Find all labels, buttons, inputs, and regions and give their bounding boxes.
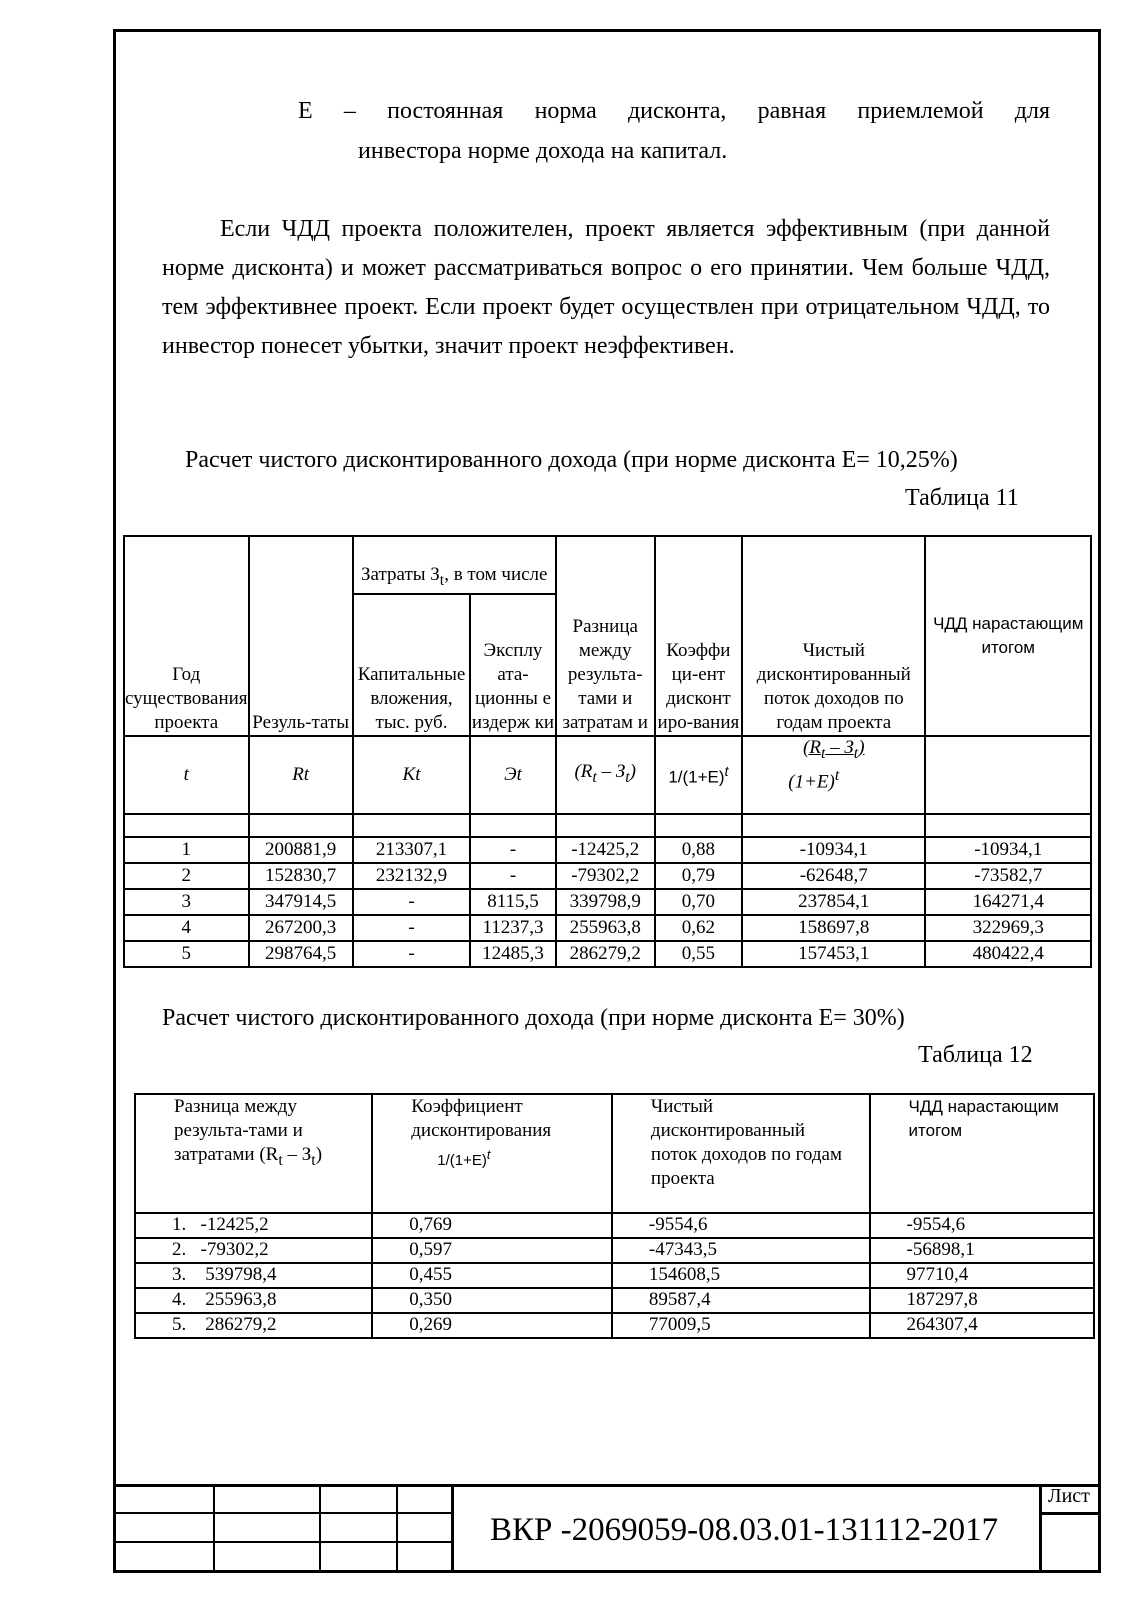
header-difference: Разница между результа-тами и затратам и: [556, 536, 655, 736]
t12-header-difference: Разница между результа-тами и затратами $(R_t - З_t)$: [135, 1094, 372, 1213]
table-row: 5 298764,5 - 12485,3 286279,2 0,55 157453,1 480422,4: [124, 941, 1091, 967]
definition-line-1: Е – постоянная норма дисконта, равная приемлемой для: [298, 98, 1050, 124]
table12-label: Таблица 12: [918, 1042, 1033, 1068]
header-results: Резуль-таты: [249, 536, 353, 736]
definition-line-2: инвестора норме дохода на капитал.: [358, 138, 728, 164]
symbol-difference: $(R_t - З_t)$: [556, 736, 655, 814]
table-row: 2 152830,7 232132,9 - -79302,2 0,79 -62648,7 -73582,7: [124, 863, 1091, 889]
symbol-coefficient: $1/(1+E)^t$: [655, 736, 742, 814]
table-row: 3. 539798,4 0,455 154608,5 97710,4: [135, 1263, 1094, 1288]
symbol-rt: Rt: [249, 736, 353, 814]
table-row: 3 347914,5 - 8115,5 339798,9 0,70 237854,1 164271,4: [124, 889, 1091, 915]
header-net-flow: Чистый дисконтированный поток доходов по годам проекта: [742, 536, 925, 736]
header-npv-cumulative: ЧДД нарастающим итогом: [925, 536, 1091, 736]
table-row: 4 267200,3 - 11237,3 255963,8 0,62 158697,8 322969,3: [124, 915, 1091, 941]
sheet-label: Лист: [1048, 1485, 1090, 1507]
table11-label: Таблица 11: [905, 485, 1019, 511]
table-row: 1 200881,9 213307,1 - -12425,2 0,88 -10934,1 -10934,1: [124, 837, 1091, 863]
header-year: Год существования проекта: [124, 536, 249, 736]
symbol-empty: [925, 736, 1091, 814]
table11-title: Расчет чистого дисконтированного дохода (при норме дисконта Е= 10,25%): [185, 447, 958, 473]
document-code: ВКР -2069059-08.03.01-131112-2017: [490, 1512, 999, 1548]
table-row: 2. -79302,2 0,597 -47343,5 -56898,1: [135, 1238, 1094, 1263]
table-row: 4. 255963,8 0,350 89587,4 187297,8: [135, 1288, 1094, 1313]
t12-header-coefficient: Коэффициент дисконтирования $1/(1+E)^t$: [372, 1094, 612, 1213]
table12-title: Расчет чистого дисконтированного дохода (при норме дисконта Е= 30%): [162, 1005, 905, 1031]
header-coefficient: Коэффи ци-ент дисконт иро-вания: [655, 536, 742, 736]
symbol-t: t: [124, 736, 249, 814]
symbol-net-flow: $(R_t - З_t)$ $(1+E)^t$: [742, 736, 925, 814]
table-11: [123, 535, 1092, 968]
t12-header-net-flow: Чистый дисконтированный поток доходов по годам проекта: [612, 1094, 870, 1213]
symbol-kt: Kt: [353, 736, 471, 814]
table-12: [134, 1093, 1095, 1339]
table-row: 1. -12425,2 0,769 -9554,6 -9554,6: [135, 1213, 1094, 1238]
header-costs-group: Затраты $З_t$, в том числе: [353, 536, 556, 594]
header-operating: Эксплу ата-ционны е издерж ки: [470, 594, 556, 736]
header-capital: Капитальные вложения, тыс. руб.: [353, 594, 471, 736]
t12-header-npv-cumulative: ЧДД нарастающим итогом: [870, 1094, 1094, 1213]
table-row: 5. 286279,2 0,269 77009,5 264307,4: [135, 1313, 1094, 1338]
body-paragraph: Если ЧДД проекта положителен, проект является эффективным (при данной норме дисконта) и может рассматриваться вопрос о его принятии. Чем больше ЧДД, тем эффективнее проект. Если проект будет осуществлен при отрицательном ЧДД, то инвестор понесет убытки, значит проект неэффективен.: [162, 216, 1050, 359]
symbol-et: Эt: [470, 736, 556, 814]
